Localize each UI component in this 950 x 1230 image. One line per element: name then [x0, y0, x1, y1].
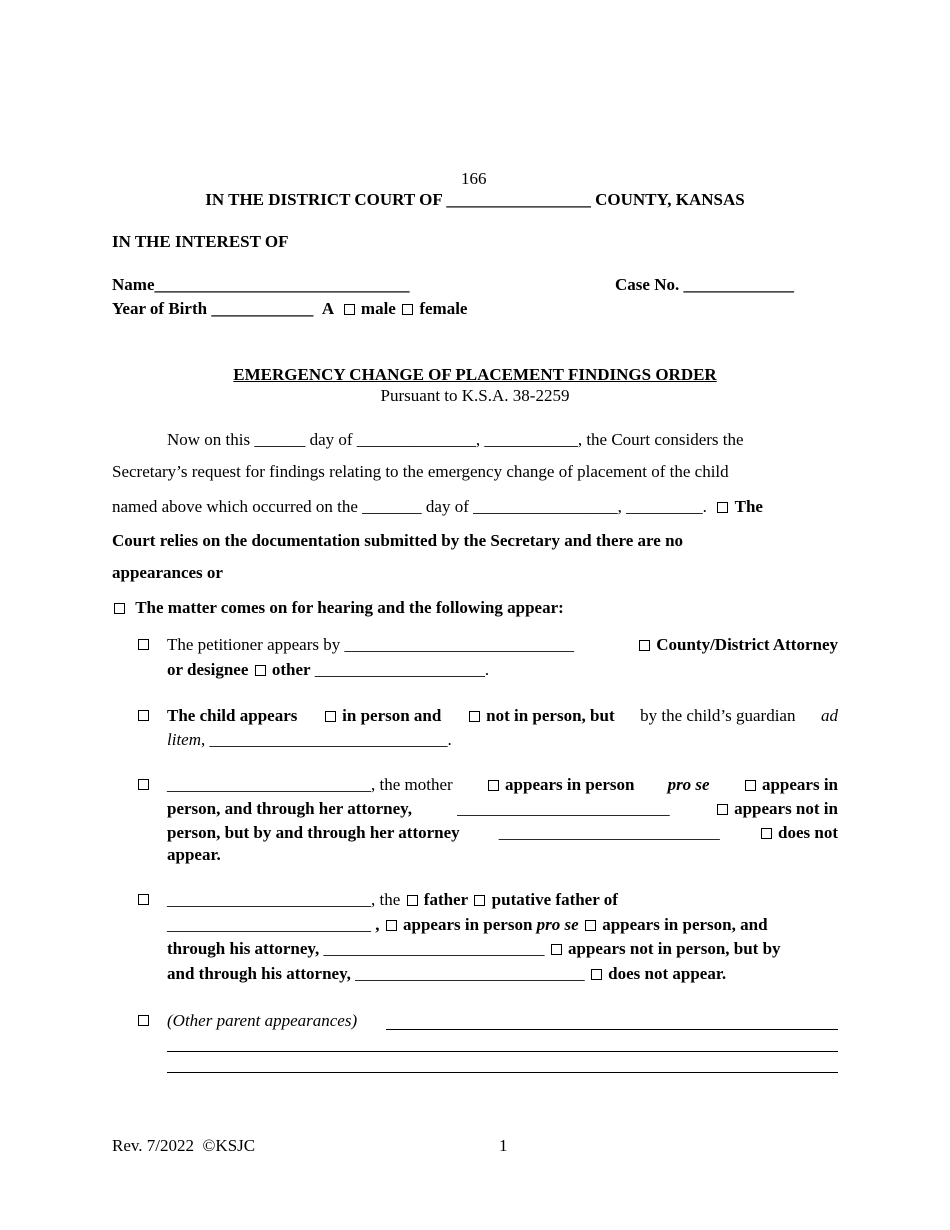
- father-pro-se-label: appears in person: [403, 915, 533, 934]
- page-number: 1: [499, 1136, 508, 1155]
- in-person-label: in person and: [342, 706, 442, 725]
- court-header: [0, 190, 950, 210]
- father-comma: ,: [375, 915, 380, 934]
- female-label: female: [419, 299, 468, 318]
- mother-attorney-label: person, and through her attorney,: [167, 799, 412, 818]
- case-blank[interactable]: _____________: [683, 275, 794, 294]
- hearing-text: The matter comes on for hearing and the following appear:: [135, 598, 564, 617]
- father-text: ________________________, the: [167, 890, 401, 909]
- mother-not-in-person-checkbox[interactable]: [717, 804, 728, 815]
- putative-father-checkbox[interactable]: [474, 895, 485, 906]
- father-appears-label: appears in person, and: [602, 915, 768, 934]
- petitioner-checkbox[interactable]: [138, 639, 149, 650]
- yob-blank[interactable]: ____________: [211, 299, 314, 318]
- other-parent-checkbox[interactable]: [138, 1015, 149, 1026]
- yob-row: [112, 299, 467, 319]
- mother-does-not-checkbox[interactable]: [761, 828, 772, 839]
- mother-attorney-checkbox[interactable]: [745, 780, 756, 791]
- mother-attorney-blank[interactable]: _________________________: [457, 799, 670, 818]
- father-does-not-checkbox[interactable]: [591, 969, 602, 980]
- other-parent-line-3[interactable]: [167, 1072, 838, 1073]
- court-prefix: IN THE DISTRICT COURT OF: [205, 190, 443, 209]
- other-blank[interactable]: ____________________.: [314, 660, 490, 679]
- other-parent-line-2[interactable]: [167, 1051, 838, 1052]
- relies-checkbox[interactable]: [717, 502, 728, 513]
- father-type-checkbox[interactable]: [407, 895, 418, 906]
- body-line-4: Court relies on the documentation submitted by the Secretary and there are no: [112, 531, 684, 550]
- guardian-blank[interactable]: , ____________________________.: [201, 730, 452, 749]
- other-parent-line-1[interactable]: [386, 1029, 838, 1030]
- body-line-3: [112, 497, 763, 517]
- father-line-3: [167, 939, 781, 959]
- county-attorney-label: County/District Attorney: [656, 635, 838, 654]
- mother-checkbox[interactable]: [138, 779, 149, 790]
- document-title: EMERGENCY CHANGE OF PLACEMENT FINDINGS ORDER: [233, 365, 717, 384]
- a-label: A: [321, 299, 334, 318]
- petitioner-line-1: [167, 635, 838, 655]
- father-by-attorney-label: and through his attorney,: [167, 964, 351, 983]
- other-label: other: [271, 660, 311, 679]
- father-attorney-blank[interactable]: __________________________: [323, 939, 545, 958]
- other-parent-label: (Other parent appearances): [167, 1011, 358, 1030]
- mother-text: ________________________, the mother: [167, 775, 453, 794]
- designee-label: or designee: [167, 660, 249, 679]
- body-line-3-text: named above which occurred on the _______ day of _________________, _________.: [112, 497, 707, 516]
- top-page-number: 166: [461, 169, 487, 188]
- father-not-in-label: appears not in person, but by: [568, 939, 781, 958]
- petitioner-text: The petitioner appears by ___________________________: [167, 635, 574, 654]
- father-line-4: [167, 964, 726, 984]
- father-attorney-label: through his attorney,: [167, 939, 320, 958]
- document-subtitle: Pursuant to K.S.A. 38-2259: [380, 386, 570, 405]
- father-pro-se-ital: pro se: [536, 915, 579, 934]
- father-label: father: [423, 890, 469, 909]
- county-attorney-checkbox[interactable]: [639, 640, 650, 651]
- female-checkbox[interactable]: [402, 304, 413, 315]
- other-checkbox[interactable]: [255, 665, 266, 676]
- father-checkbox[interactable]: [138, 894, 149, 905]
- mother-line-3: [167, 823, 838, 843]
- revision-footer: Rev. 7/2022 ©KSJC: [112, 1136, 256, 1155]
- child-line-2: [167, 730, 452, 750]
- hearing-line: [112, 598, 564, 618]
- father-does-not-label: does not appear.: [608, 964, 727, 983]
- yob-label: Year of Birth: [112, 299, 208, 318]
- body-line-2: Secretary’s request for findings relating to the emergency change of placement of the child: [112, 462, 729, 481]
- in-person-checkbox[interactable]: [325, 711, 336, 722]
- child-checkbox[interactable]: [138, 710, 149, 721]
- child-appears-label: The child appears: [167, 706, 298, 725]
- mother-line-4: appear.: [167, 845, 221, 864]
- mother-line-2: [167, 799, 838, 819]
- case-label: Case No.: [615, 275, 680, 294]
- not-in-person-label: not in person, but: [486, 706, 615, 725]
- mother-pro-se-label: appears in person: [505, 775, 635, 794]
- not-in-person-checkbox[interactable]: [469, 711, 480, 722]
- body-line-1: Now on this ______ day of ______________, ___________, the Court considers the: [167, 430, 744, 449]
- name-row: [112, 275, 409, 295]
- father-line-2: [167, 915, 768, 935]
- father-not-in-person-checkbox[interactable]: [551, 944, 562, 955]
- male-checkbox[interactable]: [344, 304, 355, 315]
- father-pro-se-checkbox[interactable]: [386, 920, 397, 931]
- hearing-checkbox[interactable]: [114, 603, 125, 614]
- mother-by-attorney-label: person, but by and through her attorney: [167, 823, 460, 842]
- father-attorney-checkbox[interactable]: [585, 920, 596, 931]
- father-of-blank[interactable]: ________________________: [167, 915, 371, 934]
- guardian-text: by the child’s guardian: [640, 706, 796, 725]
- interest-of-heading: IN THE INTEREST OF: [112, 232, 289, 251]
- name-label: Name: [112, 275, 155, 294]
- petitioner-line-2: [167, 660, 489, 680]
- court-suffix: COUNTY, KANSAS: [595, 190, 745, 209]
- mother-pro-se-ital: pro se: [667, 775, 710, 794]
- putative-father-label: putative father of: [491, 890, 618, 909]
- mother-does-not-label: does not: [778, 823, 838, 842]
- county-blank[interactable]: _________________: [446, 190, 591, 209]
- mother-appears-in-label: appears in: [761, 775, 838, 794]
- ad-text: ad: [821, 706, 838, 725]
- litem-text: litem: [167, 730, 201, 749]
- name-blank[interactable]: ______________________________: [154, 275, 410, 294]
- male-label: male: [360, 299, 396, 318]
- child-line-1: [167, 706, 838, 726]
- mother-line-1: [167, 775, 838, 795]
- case-row: [615, 275, 794, 295]
- mother-not-in-label: appears not in: [734, 799, 838, 818]
- body-line-3-bold: The: [734, 497, 763, 516]
- mother-by-attorney-blank[interactable]: __________________________: [498, 823, 720, 842]
- father-line-1: [167, 890, 618, 910]
- father-by-attorney-blank[interactable]: ___________________________: [355, 964, 585, 983]
- mother-pro-se-checkbox[interactable]: [488, 780, 499, 791]
- body-line-5: appearances or: [112, 563, 223, 582]
